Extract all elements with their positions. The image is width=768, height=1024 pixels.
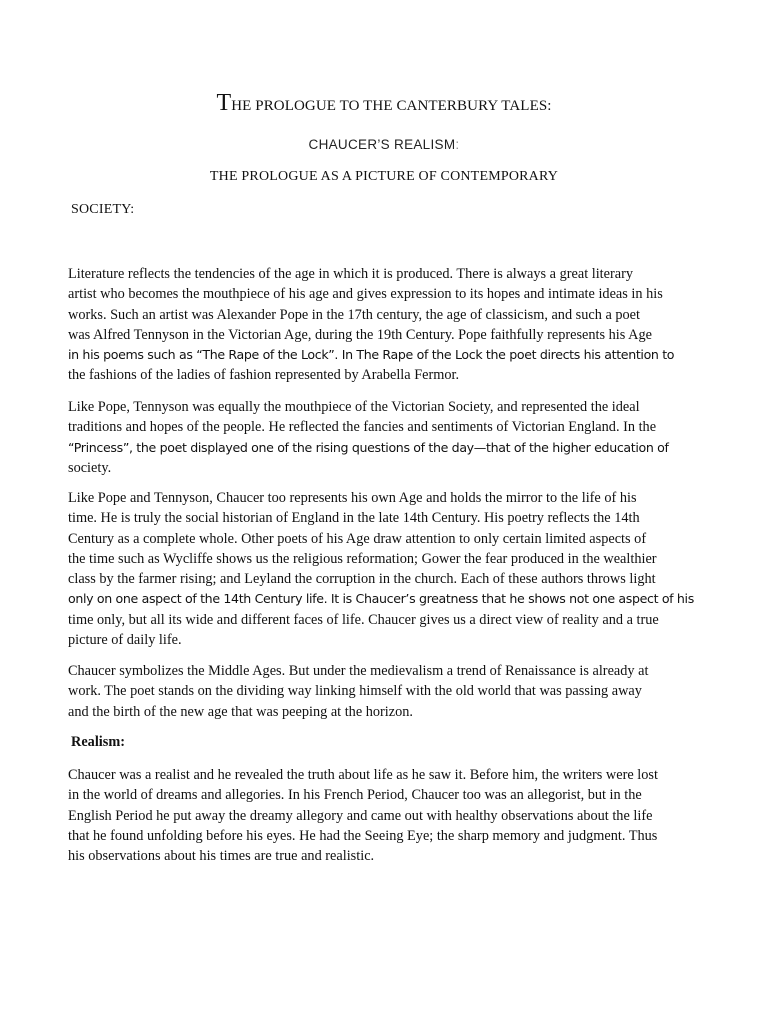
paragraph-line: works. Such an artist was Alexander Pope in the 17th century, the age of classicism, and such a poet: [68, 306, 640, 323]
section-heading: THE PROLOGUE AS A PICTURE OF CONTEMPORARY: [209, 169, 559, 184]
paragraph-line: time. He is truly the social historian of England in the late 14th Century. His poetry reflects the 14th: [68, 510, 640, 527]
paragraph-2: [68, 397, 698, 478]
paragraph-line: traditions and hopes of the people. He reflected the fancies and sentiments of Victorian England. In the: [68, 419, 657, 436]
paragraph-line: his observations about his times are true and realistic.: [68, 848, 375, 865]
section-heading-society: SOCIETY:: [71, 202, 135, 217]
subtitle: [0, 137, 768, 152]
paragraph-line: was Alfred Tennyson in the Victorian Age, during the 19th Century. Pope faithfully represents his Age: [68, 326, 652, 343]
paragraph-line: that he found unfolding before his eyes. He had the Seeing Eye; the sharp memory and judgment. Thus: [68, 827, 658, 844]
paragraph-line: Like Pope and Tennyson, Chaucer too represents his own Age and holds the mirror to the life of his: [68, 490, 637, 506]
paragraph-line: work. The poet stands on the dividing way linking himself with the old world that was passing away: [68, 683, 642, 700]
subtitle-text: CHAUCER’S REALISM: [308, 137, 456, 152]
paragraph-line: “Princess”, the poet displayed one of the rising questions of the day—that of the higher education of: [68, 439, 669, 455]
paragraph-line: Century as a complete whole. Other poets of his Age draw attention to only certain limited aspects of: [68, 530, 647, 547]
title-rest: HE PROLOGUE TO THE CANTERBURY TALES:: [231, 98, 552, 114]
paragraph-line: English Period he put away the dreamy allegory and came out with healthy observations about the life: [68, 807, 653, 824]
paragraph-line: in the world of dreams and allegories. In his French Period, Chaucer too was an allegorist, but in the: [68, 787, 642, 804]
paragraph-line: in his poems such as “The Rape of the Lock”. In The Rape of the Lock the poet directs his attention to: [68, 347, 675, 363]
paragraph-line: and the birth of the new age that was peeping at the horizon.: [68, 703, 413, 720]
paragraph-line: picture of daily life.: [68, 632, 182, 649]
paragraph-3: [68, 488, 698, 650]
paragraph-line: only on one aspect of the 14th Century life. It is Chaucer’s greatness that he shows not one aspect of his: [68, 591, 694, 607]
paragraph-line: Like Pope, Tennyson was equally the mouthpiece of the Victorian Society, and represented the ideal: [68, 399, 640, 415]
paragraph-line: time only, but all its wide and different faces of life. Chaucer gives us a direct view of reality and a true: [68, 611, 659, 628]
paragraph-5: [68, 765, 698, 866]
subtitle-colon: :: [455, 137, 460, 152]
title-initial: T: [216, 90, 232, 116]
paragraph-line: the time such as Wycliffe shows us the religious reformation; Gower the fear produced in the wealthier: [68, 550, 657, 567]
paragraph-line: society.: [68, 459, 112, 476]
paragraph-1: [68, 264, 698, 386]
paragraph-line: Chaucer was a realist and he revealed the truth about life as he saw it. Before him, the writers were lost: [68, 767, 658, 783]
paragraph-line: Literature reflects the tendencies of the age in which it is produced. There is always a great literary: [68, 266, 634, 282]
paragraph-4: [68, 661, 698, 722]
paragraph-line: class by the farmer rising; and Leyland the corruption in the church. Each of these authors throws light: [68, 571, 656, 588]
paragraph-line: artist who becomes the mouthpiece of his age and gives expression to its hopes and intimate ideas in his: [68, 286, 663, 303]
section-heading-realism: Realism:: [71, 734, 125, 750]
paragraph-line: the fashions of the ladies of fashion represented by Arabella Fermor.: [68, 367, 460, 384]
paragraph-line: Chaucer symbolizes the Middle Ages. But under the medievalism a trend of Renaissance is already at: [68, 663, 649, 679]
document-title: [0, 90, 768, 117]
